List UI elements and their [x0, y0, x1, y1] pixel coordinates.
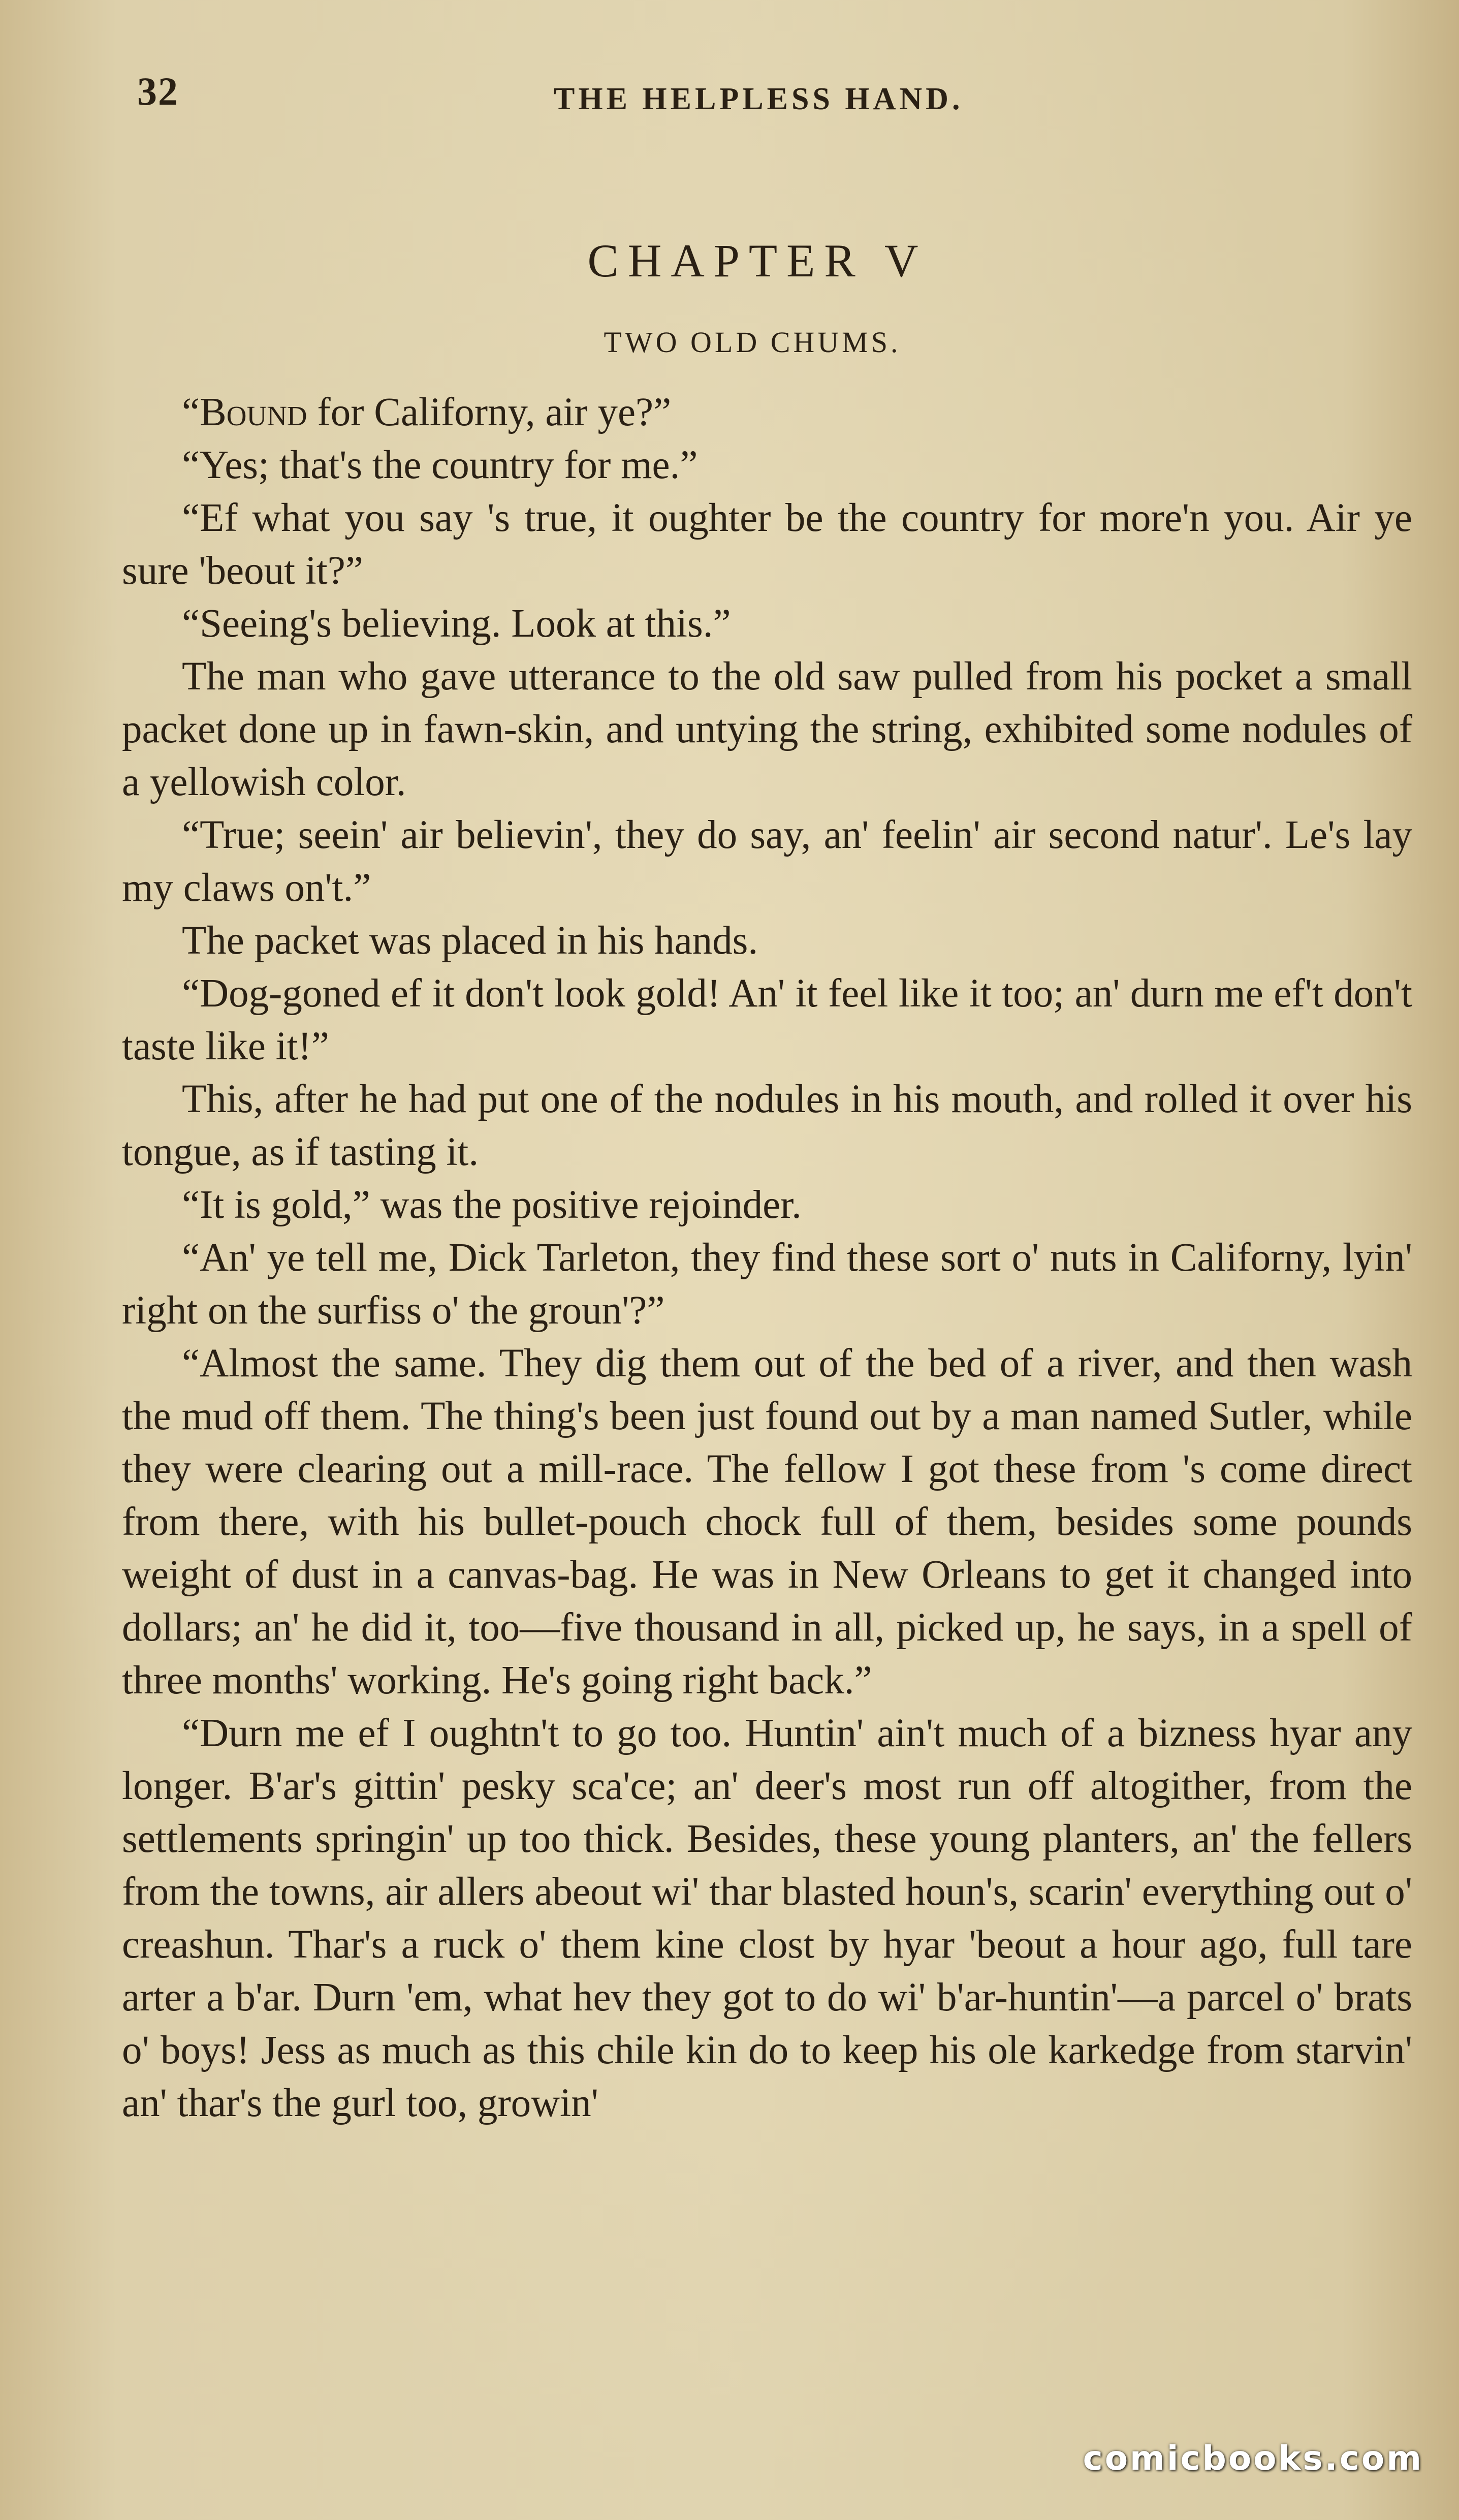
paragraph: “Dog-goned ef it don't look gold! An' it feel like it too; an' durn me ef't don't taste like it!”: [122, 971, 1412, 1068]
paragraph: “Yes; that's the country for me.”: [182, 443, 698, 487]
body-text: [122, 386, 1412, 2130]
paragraph: “Durn me ef I oughtn't to go too. Huntin' ain't much of a bizness hyar any longer. B'ar's gittin' pesky sca'ce; an' deer's most run off altogither, from the settlements springin' up too thick. Besides, these young planters, an' the fellers from the towns, air allers abeout wi' thar blasted houn's, scarin' everything out o' creashun. Thar's a ruck o' them kine clost by hyar 'beout a hour ago, full tare arter a b'ar. Durn 'em, what hev they got to do wi' b'ar-huntin'—a parcel o' brats o' boys! Jess as much as this chile kin do to keep his ole karkedge from starvin' an' thar's the gurl too, growin': [122, 1711, 1412, 2125]
paragraph: This, after he had put one of the nodules in his mouth, and rolled it over his tongue, as if tasting it.: [122, 1077, 1412, 1174]
running-head: THE HELPLESS HAND.: [554, 82, 964, 116]
paragraph: “It is gold,” was the positive rejoinder.: [182, 1183, 802, 1227]
paragraph: “Almost the same. They dig them out of the bed of a river, and then wash the mud off them. The thing's been just found out by a man named Sutler, while they were clearing out a mill-race. The fellow I got these from 's come direct from there, with his bullet-pouch chock full of them, besides some pounds weight of dust in a canvas-bag. He was in New Orleans to get it changed into dollars; an' he did it, too—five thousand in all, picked up, he says, in a spell of three months' working. He's going right back.”: [122, 1341, 1412, 1703]
chapter-subtitle: TWO OLD CHUMS.: [604, 326, 901, 359]
paragraph-lead: “Bound: [182, 390, 307, 434]
paragraph: “True; seein' air believin', they do say, an' feelin' air second natur'. Le's lay my claws on't.”: [122, 813, 1412, 910]
paragraph: “Ef what you say 's true, it oughter be the country for more'n you. Air ye sure 'beout it?”: [122, 496, 1412, 593]
watermark: comicbooks.com: [1083, 2439, 1423, 2478]
paragraph: “Seeing's believing. Look at this.”: [182, 602, 731, 646]
paragraph: “Bound for Californy, air ye?”: [182, 390, 672, 434]
page-number: 32: [137, 69, 179, 113]
paragraph: The packet was placed in his hands.: [182, 919, 758, 963]
paragraph: “An' ye tell me, Dick Tarleton, they find these sort o' nuts in Californy, lyin' right on the surfiss o' the groun'?”: [122, 1236, 1412, 1333]
chapter-title: CHAPTER V: [587, 235, 928, 287]
paragraph: The man who gave utterance to the old saw pulled from his pocket a small packet done up in fawn-skin, and untying the string, exhibited some nodules of a yellowish color.: [122, 654, 1412, 804]
